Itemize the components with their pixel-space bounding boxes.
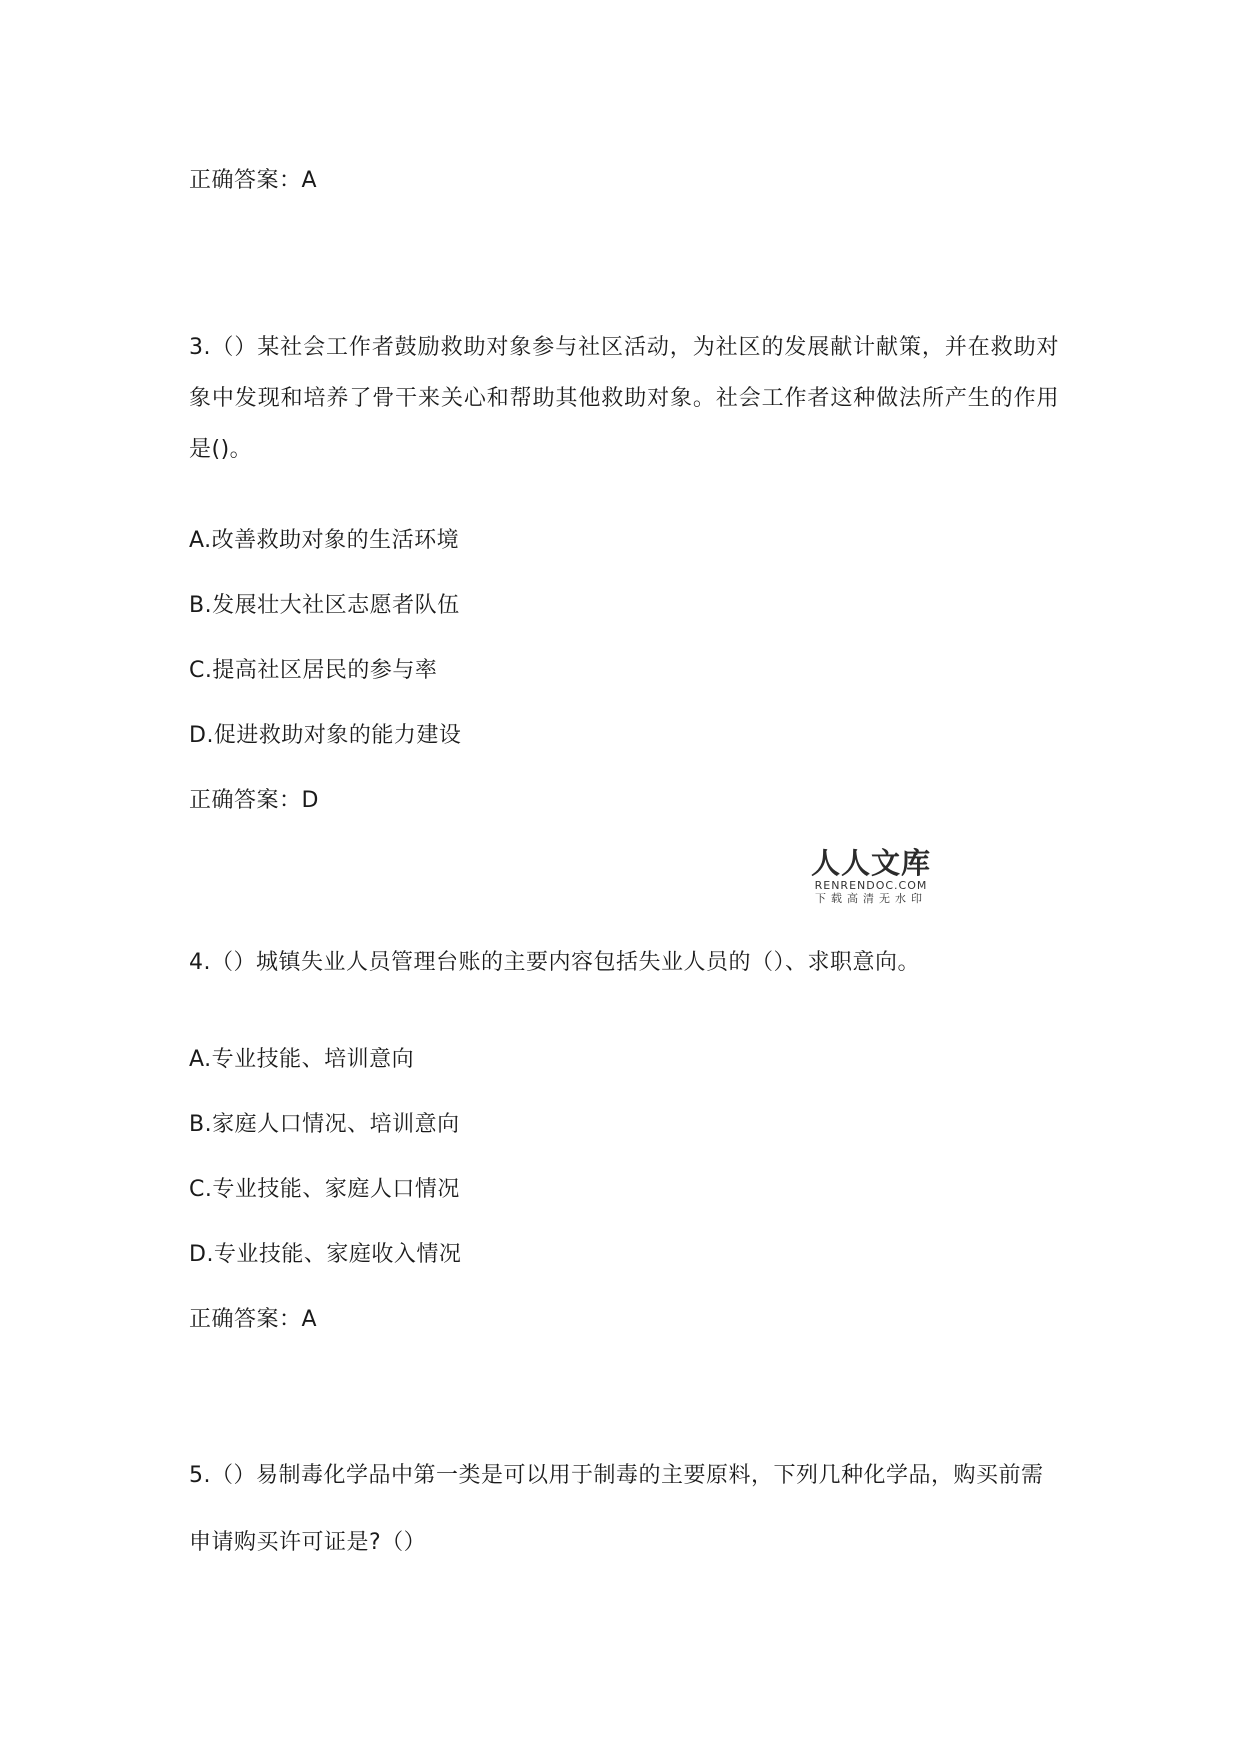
question-4-option-d: D.专业技能、家庭收入情况 (189, 1242, 462, 1267)
question-3-text: 3.（）某社会工作者鼓励救助对象参与社区活动，为社区的发展献计献策，并在救助对象中发现和培养了骨干来关心和帮助其他救助对象。社会工作者这种做法所产生的作用是()。 (189, 335, 1059, 462)
question-3-option-a: A.改善救助对象的生活环境 (189, 528, 460, 553)
question-4-option-b: B.家庭人口情况、培训意向 (189, 1112, 460, 1137)
answer-previous: 正确答案：A (189, 168, 318, 193)
question-5-text-line-1: 5.（）易制毒化学品中第一类是可以用于制毒的主要原料，下列几种化学品，购买前需 (189, 1463, 1044, 1488)
watermark-title: 人人文库 (810, 846, 931, 880)
question-5-text-line-2: 申请购买许可证是?（） (189, 1530, 427, 1555)
renrendoc-watermark-logo (808, 847, 934, 909)
question-3-option-b: B.发展壮大社区志愿者队伍 (189, 593, 460, 618)
watermark-subtitle: 下载高清无水印 (815, 892, 927, 905)
question-4-option-a: A.专业技能、培训意向 (189, 1047, 415, 1072)
question-4-option-c: C.专业技能、家庭人口情况 (189, 1177, 460, 1202)
watermark-url: RENRENDOC.COM (814, 879, 928, 892)
question-4-answer: 正确答案：A (189, 1307, 318, 1332)
question-4-text: 4.（）城镇失业人员管理台账的主要内容包括失业人员的（）、求职意向。 (189, 950, 920, 975)
question-3-option-d: D.促进救助对象的能力建设 (189, 723, 462, 748)
question-3-option-c: C.提高社区居民的参与率 (189, 658, 438, 683)
question-3-answer: 正确答案：D (189, 788, 319, 813)
